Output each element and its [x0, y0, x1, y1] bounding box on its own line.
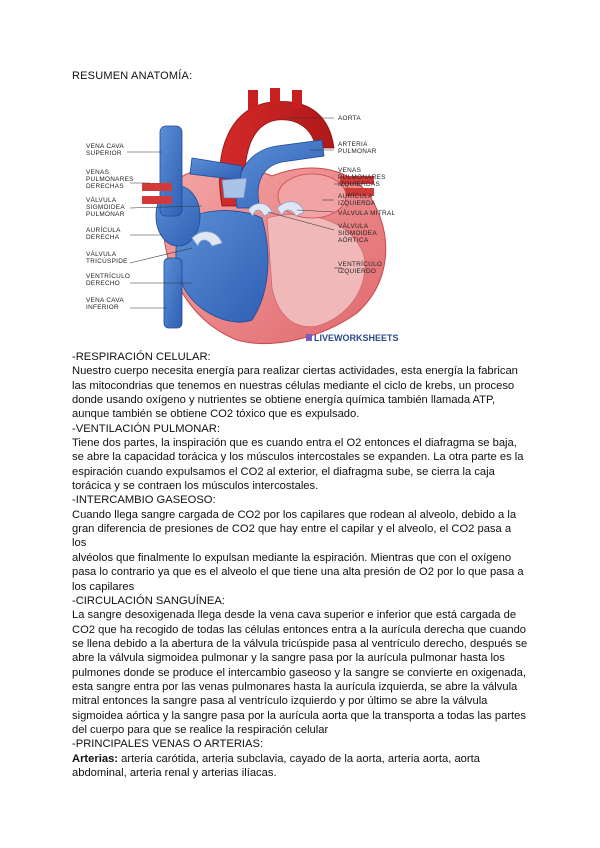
aorta-branch-1 [248, 90, 258, 110]
left-labels [86, 143, 136, 311]
label-auricula-derecha: AURÍCULA DERECHA [86, 227, 121, 241]
line: mitral entonces la sangre pasa al ventrículo izquierdo y por último se abre la válvula [72, 695, 488, 708]
label-vena-cava-inferior: VENA CAVA INFERIOR [86, 297, 124, 311]
label-venas-pulmonares-derechas: VENAS PULMONARES DERECHAS [86, 169, 134, 190]
line: los capilares [72, 580, 135, 593]
line: del cuerpo para que se realice la respiración celular [72, 723, 329, 736]
line: se abre la capacidad torácica y los músculos intercostales se expanden. La otra parte es la [72, 451, 524, 464]
heart-diagram [72, 88, 434, 348]
line: donde usando oxígeno y nutrientes se obtiene energía química también llamada ATP, [72, 394, 496, 407]
section-heading-circulacion: -CIRCULACIÓN SANGUÍNEA: [72, 594, 225, 607]
arteries-line-2: abdominal, arteria renal y arterias ilíacas. [72, 766, 277, 779]
arteries-text: arteria carótida, arteria subclavia, cayado de la aorta, arteria aorta, aorta [118, 752, 480, 765]
inferior-vena-cava [164, 258, 182, 328]
arteries-label: Arterias: [72, 752, 119, 765]
label-valvula-mitral: VÁLVULA MITRAL [338, 210, 396, 217]
line: pasa lo contrario ya que es el alveolo el que tiene una alta presión de O2 por lo que pasa a [72, 566, 524, 579]
label-aorta: AORTA [338, 115, 361, 122]
label-valvula-tricuspide: VÁLVULA TRICÚSPIDE [86, 251, 128, 265]
aorta-branch-3 [292, 90, 302, 108]
svg-text:LIVEWORKSHEETS: LIVEWORKSHEETS [314, 333, 399, 343]
line: Nuestro cuerpo necesita energía para realizar ciertas actividades, esta energía la fabrican [72, 365, 518, 378]
aorta-branch-2 [270, 88, 280, 106]
line: abre la válvula sigmoidea pulmonar y la sangre pasa por la aurícula pulmonar hasta los [72, 652, 505, 665]
label-ventriculo-izquierdo: VENTRÍCULO IZQUIERDO [338, 261, 383, 275]
arteries-line [72, 752, 528, 766]
label-venas-pulmonares-izquierdas: VENAS PULMONARES IZQUIERDAS [338, 167, 386, 188]
pulmonary-veins-right-2 [142, 196, 172, 204]
left-atrium [278, 174, 346, 218]
line: Tiene dos partes, la inspiración que es cuando entra el O2 entonces el diafragma se baja, [72, 437, 517, 450]
label-valvula-sigmoidea-aortica: VÁLVULA SIGMOIDEA AÓRTICA [338, 223, 377, 244]
label-arteria-pulmonar: ARTERIA PULMONAR [338, 141, 377, 155]
section-heading-venas-arterias: -PRINCIPALES VENAS O ARTERIAS: [72, 738, 264, 751]
pulmonary-valve [222, 178, 247, 198]
line: espiración cuando expulsamos el CO2 al exterior, el diafragma sube, se cierra la caja [72, 465, 495, 478]
line: torácica y se contraen los músculos intercostales. [72, 480, 319, 493]
label-valvula-sigmoidea-pulmonar: VÁLVULA SIGMOIDEA PULMONAR [86, 197, 125, 218]
label-vena-cava-superior: VENA CAVA SUPERIOR [86, 143, 124, 157]
line: CO2 que ha recogido de todas las células entonces entra a la aurícula derecha que cuando [72, 623, 527, 636]
line: aunque también se obtiene CO2 tóxico que es expulsado. [72, 408, 360, 421]
line: pulmones donde se produce el intercambio gaseoso y la sangre se convierte en oxigenada, [72, 666, 527, 679]
line: La sangre desoxigenada llega desde la vena cava superior e inferior que está cargada de [72, 609, 517, 622]
section-heading-respiracion: -RESPIRACIÓN CELULAR: [72, 351, 211, 363]
page-title: RESUMEN ANATOMÍA: [72, 70, 193, 82]
line: sigmoidea aórtica y la sangre pasa por la aurícula aorta que la transporta a todas las partes [72, 709, 526, 722]
line: gran diferencia de presiones de CO2 que hay entre el capilar y el alveolo, el CO2 pasa a los [72, 523, 512, 550]
pulmonary-veins-right [142, 183, 172, 191]
line: esta sangre entra por las venas pulmonares hasta la aurícula izquierda, se abre la válvula [72, 680, 518, 693]
line: alvéolos que finalmente lo expulsan mediante la espiración. Mientras que con el oxígeno [72, 551, 512, 564]
section-heading-intercambio: -INTERCAMBIO GASEOSO: [72, 494, 216, 507]
line: se llena debido a la abertura de la válvula tricúspide pasa al ventrículo derecho, después se [72, 637, 528, 650]
line: las mitocondrias que tenemos en nuestras células mediante el ciclo de krebs, un proceso [72, 379, 515, 392]
label-ventriculo-derecho: VENTRÍCULO DERECHO [86, 273, 131, 287]
section-heading-ventilacion: -VENTILACIÓN PULMONAR: [72, 422, 220, 435]
watermark [306, 333, 399, 343]
watermark-icon [306, 334, 312, 341]
line: Cuando llega sangre cargada de CO2 por los capilares que rodean al alveolo, debido a la [72, 508, 517, 521]
summary-text [72, 350, 528, 780]
label-auricula-izquierda: AURÍCULA IZQUIERDA [338, 193, 376, 207]
